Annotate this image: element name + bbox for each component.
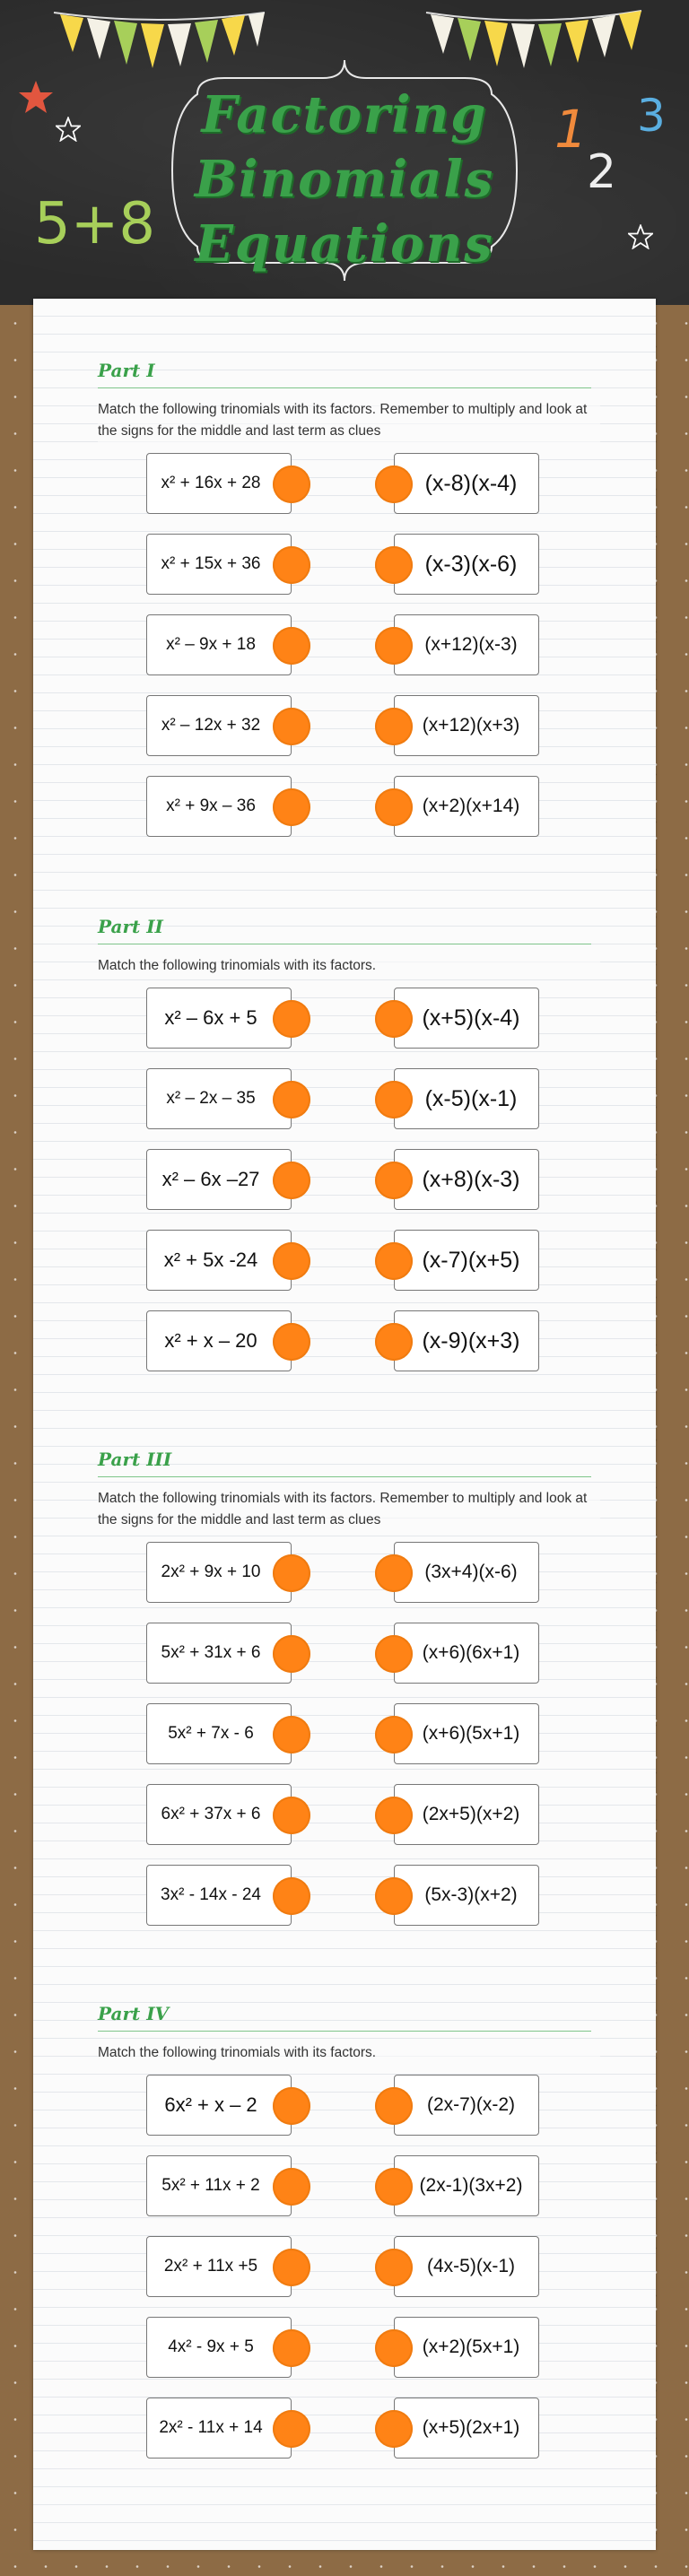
trinomial-card[interactable]: x² + 9x – 36 — [146, 776, 292, 837]
factors-connector-dot[interactable] — [375, 1162, 413, 1199]
factors-connector-dot[interactable] — [375, 1323, 413, 1361]
match-row — [33, 1623, 656, 1685]
factors-connector-dot[interactable] — [375, 2329, 413, 2367]
factors-connector-dot[interactable] — [375, 1797, 413, 1834]
trinomial-connector-dot[interactable] — [273, 1000, 310, 1038]
trinomial-card[interactable]: x² – 6x + 5 — [146, 988, 292, 1049]
factors-card[interactable]: (2x-1)(3x+2) — [394, 2155, 539, 2216]
instructions-text: Match the following trinomials with its factors. Remember to multiply and look at the signs for the middle and last term as clues — [98, 399, 600, 442]
trinomial-card[interactable]: 3x² - 14x - 24 — [146, 1865, 292, 1926]
match-row — [33, 695, 656, 758]
match-row — [33, 453, 656, 516]
trinomial-connector-dot[interactable] — [273, 2087, 310, 2125]
match-row — [33, 1310, 656, 1373]
factors-connector-dot[interactable] — [375, 1242, 413, 1280]
factors-connector-dot[interactable] — [375, 1000, 413, 1038]
chalkboard-header — [0, 0, 689, 318]
trinomial-connector-dot[interactable] — [273, 2168, 310, 2206]
trinomial-card[interactable]: 2x² + 9x + 10 — [146, 1542, 292, 1603]
match-row — [33, 2398, 656, 2460]
factors-connector-dot[interactable] — [375, 1877, 413, 1915]
factors-card[interactable]: (x+6)(5x+1) — [394, 1703, 539, 1764]
match-row — [33, 1703, 656, 1766]
match-row — [33, 1865, 656, 1928]
part-section-1 — [33, 360, 656, 860]
factors-card[interactable]: (x+12)(x+3) — [394, 695, 539, 756]
trinomial-card[interactable]: x² + x – 20 — [146, 1310, 292, 1371]
title-line-3: Equations — [195, 214, 494, 274]
trinomial-card[interactable]: 6x² + 37x + 6 — [146, 1784, 292, 1845]
match-row — [33, 1068, 656, 1131]
trinomial-card[interactable]: 5x² + 7x - 6 — [146, 1703, 292, 1764]
trinomial-connector-dot[interactable] — [273, 788, 310, 826]
section-divider — [98, 387, 591, 388]
title-line-2: Binomials — [194, 150, 495, 209]
factors-connector-dot[interactable] — [375, 546, 413, 584]
factors-card[interactable]: (x-3)(x-6) — [394, 534, 539, 595]
worksheet-paper — [33, 299, 656, 2550]
trinomial-connector-dot[interactable] — [273, 466, 310, 503]
match-row — [33, 1149, 656, 1212]
match-row — [33, 1230, 656, 1292]
match-row — [33, 2317, 656, 2380]
factors-card[interactable]: (3x+4)(x-6) — [394, 1542, 539, 1603]
section-divider — [98, 2031, 591, 2032]
trinomial-connector-dot[interactable] — [273, 1716, 310, 1754]
trinomial-card[interactable]: x² – 12x + 32 — [146, 695, 292, 756]
factors-card[interactable]: (x+2)(x+14) — [394, 776, 539, 837]
instructions-text: Match the following trinomials with its factors. — [98, 2042, 600, 2064]
factors-connector-dot[interactable] — [375, 1081, 413, 1118]
factors-connector-dot[interactable] — [375, 708, 413, 745]
factors-card[interactable]: (x-9)(x+3) — [394, 1310, 539, 1371]
match-row — [33, 1784, 656, 1847]
trinomial-card[interactable]: 5x² + 31x + 6 — [146, 1623, 292, 1684]
trinomial-connector-dot[interactable] — [273, 1797, 310, 1834]
factors-connector-dot[interactable] — [375, 1554, 413, 1592]
trinomial-connector-dot[interactable] — [273, 2249, 310, 2286]
factors-card[interactable]: (2x-7)(x-2) — [394, 2075, 539, 2136]
outline-star-icon — [56, 117, 81, 142]
part-title: Part II — [98, 916, 163, 937]
part-title: Part III — [98, 1449, 172, 1470]
match-row — [33, 534, 656, 596]
chalk-number-two: 2 — [587, 145, 617, 199]
factors-connector-dot[interactable] — [375, 1716, 413, 1754]
factors-connector-dot[interactable] — [375, 2410, 413, 2448]
factors-connector-dot[interactable] — [375, 2087, 413, 2125]
factors-card[interactable]: (2x+5)(x+2) — [394, 1784, 539, 1845]
trinomial-connector-dot[interactable] — [273, 708, 310, 745]
match-row — [33, 2075, 656, 2137]
trinomial-connector-dot[interactable] — [273, 1554, 310, 1592]
factors-connector-dot[interactable] — [375, 2249, 413, 2286]
factors-card[interactable]: (4x-5)(x-1) — [394, 2236, 539, 2297]
factors-card[interactable]: (x-8)(x-4) — [394, 453, 539, 514]
match-row — [33, 614, 656, 677]
part-title: Part I — [98, 360, 155, 381]
trinomial-card[interactable]: 2x² + 11x +5 — [146, 2236, 292, 2297]
chalk-number-one: 1 — [554, 99, 588, 160]
factors-connector-dot[interactable] — [375, 2168, 413, 2206]
factors-connector-dot[interactable] — [375, 466, 413, 503]
trinomial-connector-dot[interactable] — [273, 1081, 310, 1118]
factors-card[interactable]: (x+12)(x-3) — [394, 614, 539, 675]
factors-connector-dot[interactable] — [375, 788, 413, 826]
trinomial-connector-dot[interactable] — [273, 1635, 310, 1673]
part-title: Part IV — [98, 2003, 170, 2024]
trinomial-connector-dot[interactable] — [273, 627, 310, 665]
chalk-numbers-decoration: 5+8 — [34, 191, 156, 257]
factors-card[interactable]: (x+5)(2x+1) — [394, 2398, 539, 2459]
trinomial-card[interactable]: 5x² + 11x + 2 — [146, 2155, 292, 2216]
instructions-text: Match the following trinomials with its factors. — [98, 955, 600, 977]
match-row — [33, 2155, 656, 2218]
trinomial-connector-dot[interactable] — [273, 1242, 310, 1280]
trinomial-connector-dot[interactable] — [273, 1877, 310, 1915]
part-section-3 — [33, 1449, 656, 1949]
chalk-number-three: 3 — [637, 90, 666, 142]
match-row — [33, 776, 656, 839]
title-line-1: Factoring — [201, 85, 488, 144]
factors-card[interactable]: (x+8)(x-3) — [394, 1149, 539, 1210]
factors-card[interactable]: (x+5)(x-4) — [394, 988, 539, 1049]
trinomial-card[interactable]: 4x² - 9x + 5 — [146, 2317, 292, 2378]
trinomial-card[interactable]: x² – 6x –27 — [146, 1149, 292, 1210]
trinomial-card[interactable]: 6x² + x – 2 — [146, 2075, 292, 2136]
trinomial-card[interactable]: 2x² - 11x + 14 — [146, 2398, 292, 2459]
trinomial-connector-dot[interactable] — [273, 1162, 310, 1199]
factors-card[interactable]: (5x-3)(x+2) — [394, 1865, 539, 1926]
factors-connector-dot[interactable] — [375, 1635, 413, 1673]
part-section-4 — [33, 2003, 656, 2482]
section-divider — [98, 1476, 591, 1477]
outline-star-icon-right — [628, 224, 653, 249]
factors-card[interactable]: (x-7)(x+5) — [394, 1230, 539, 1291]
trinomial-connector-dot[interactable] — [273, 1323, 310, 1361]
trinomial-card[interactable]: x² + 5x -24 — [146, 1230, 292, 1291]
trinomial-connector-dot[interactable] — [273, 2410, 310, 2448]
match-row — [33, 1542, 656, 1605]
trinomial-card[interactable]: x² + 15x + 36 — [146, 534, 292, 595]
match-row — [33, 988, 656, 1050]
page-title — [135, 83, 554, 276]
factors-card[interactable]: (x+2)(5x+1) — [394, 2317, 539, 2378]
trinomial-card[interactable]: x² – 9x + 18 — [146, 614, 292, 675]
match-row — [33, 2236, 656, 2299]
part-section-2 — [33, 916, 656, 1395]
factors-connector-dot[interactable] — [375, 627, 413, 665]
trinomial-connector-dot[interactable] — [273, 546, 310, 584]
trinomial-card[interactable]: x² – 2x – 35 — [146, 1068, 292, 1129]
trinomial-connector-dot[interactable] — [273, 2329, 310, 2367]
red-star-icon — [18, 79, 54, 115]
factors-card[interactable]: (x+6)(6x+1) — [394, 1623, 539, 1684]
instructions-text: Match the following trinomials with its factors. Remember to multiply and look at the signs for the middle and last term as clues — [98, 1488, 600, 1531]
trinomial-card[interactable]: x² + 16x + 28 — [146, 453, 292, 514]
factors-card[interactable]: (x-5)(x-1) — [394, 1068, 539, 1129]
